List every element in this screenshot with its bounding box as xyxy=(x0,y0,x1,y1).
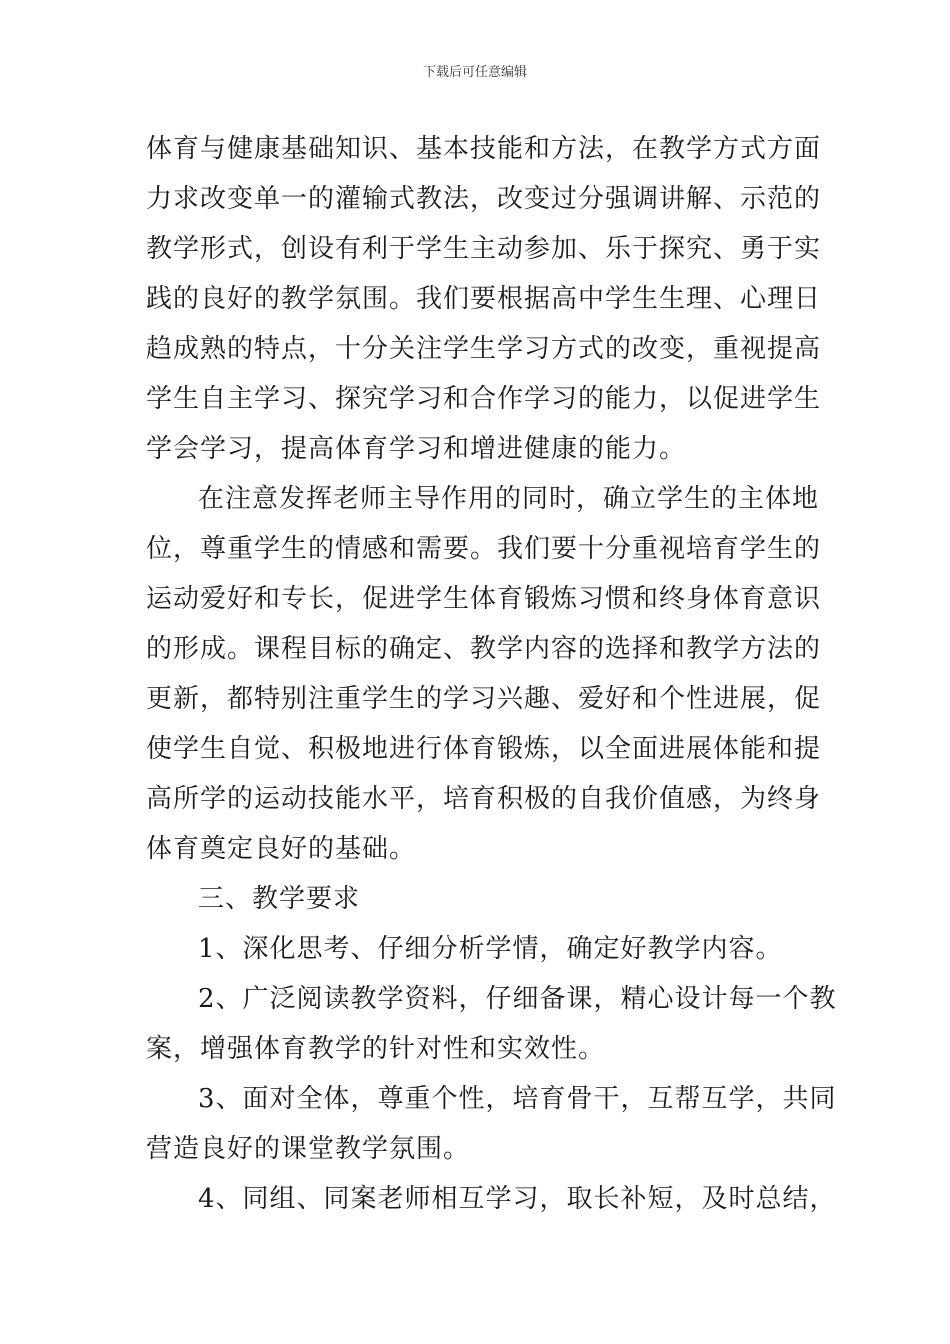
list-item: 4、同组、同案老师相互学习，取长补短，及时总结， xyxy=(198,1184,837,1214)
body-text-line: 高所学的运动技能水平，培育积极的自我价值感，为终身 xyxy=(146,784,822,814)
body-text-line: 学会学习，提高体育学习和增进健康的能力。 xyxy=(146,434,687,464)
page-header: 下载后可任意编辑 xyxy=(422,65,527,80)
body-text-line: 教学形式，创设有利于学生主动参加、乐于探究、勇于实 xyxy=(146,234,822,264)
body-text-line: 体育与健康基础知识、基本技能和方法，在教学方式方面 xyxy=(146,134,822,164)
list-item: 2、广泛阅读教学资料，仔细备课，精心设计每一个教 xyxy=(198,984,837,1014)
body-text-line: 更新，都特别注重学生的学习兴趣、爱好和个性进展，促 xyxy=(146,684,822,714)
list-item: 3、面对全体，尊重个性，培育骨干，互帮互学，共同 xyxy=(198,1084,837,1114)
body-text-line: 力求改变单一的灌输式教法，改变过分强调讲解、示范的 xyxy=(146,184,822,214)
body-text-line: 趋成熟的特点，十分关注学生学习方式的改变，重视提高 xyxy=(146,334,822,364)
body-text-line: 体育奠定良好的基础。 xyxy=(146,834,417,864)
body-text-line: 营造良好的课堂教学氛围。 xyxy=(146,1134,471,1164)
section-heading: 三、教学要求 xyxy=(198,884,361,914)
body-text-line: 使学生自觉、积极地进行体育锻炼，以全面进展体能和提 xyxy=(146,734,822,764)
body-text-line: 的形成。课程目标的确定、教学内容的选择和教学方法的 xyxy=(146,634,822,664)
paragraph-first-line: 在注意发挥老师主导作用的同时，确立学生的主体地 xyxy=(198,484,820,514)
list-item: 1、深化思考、仔细分析学情，确定好教学内容。 xyxy=(198,934,783,964)
body-text-line: 案，增强体育教学的针对性和实效性。 xyxy=(146,1034,606,1064)
body-text-line: 践的良好的教学氛围。我们要根据高中学生生理、心理日 xyxy=(146,284,822,314)
body-text-line: 运动爱好和专长，促进学生体育锻炼习惯和终身体育意识 xyxy=(146,584,822,614)
body-text-line: 位，尊重学生的情感和需要。我们要十分重视培育学生的 xyxy=(146,534,822,564)
body-text-line: 学生自主学习、探究学习和合作学习的能力，以促进学生 xyxy=(146,384,822,414)
